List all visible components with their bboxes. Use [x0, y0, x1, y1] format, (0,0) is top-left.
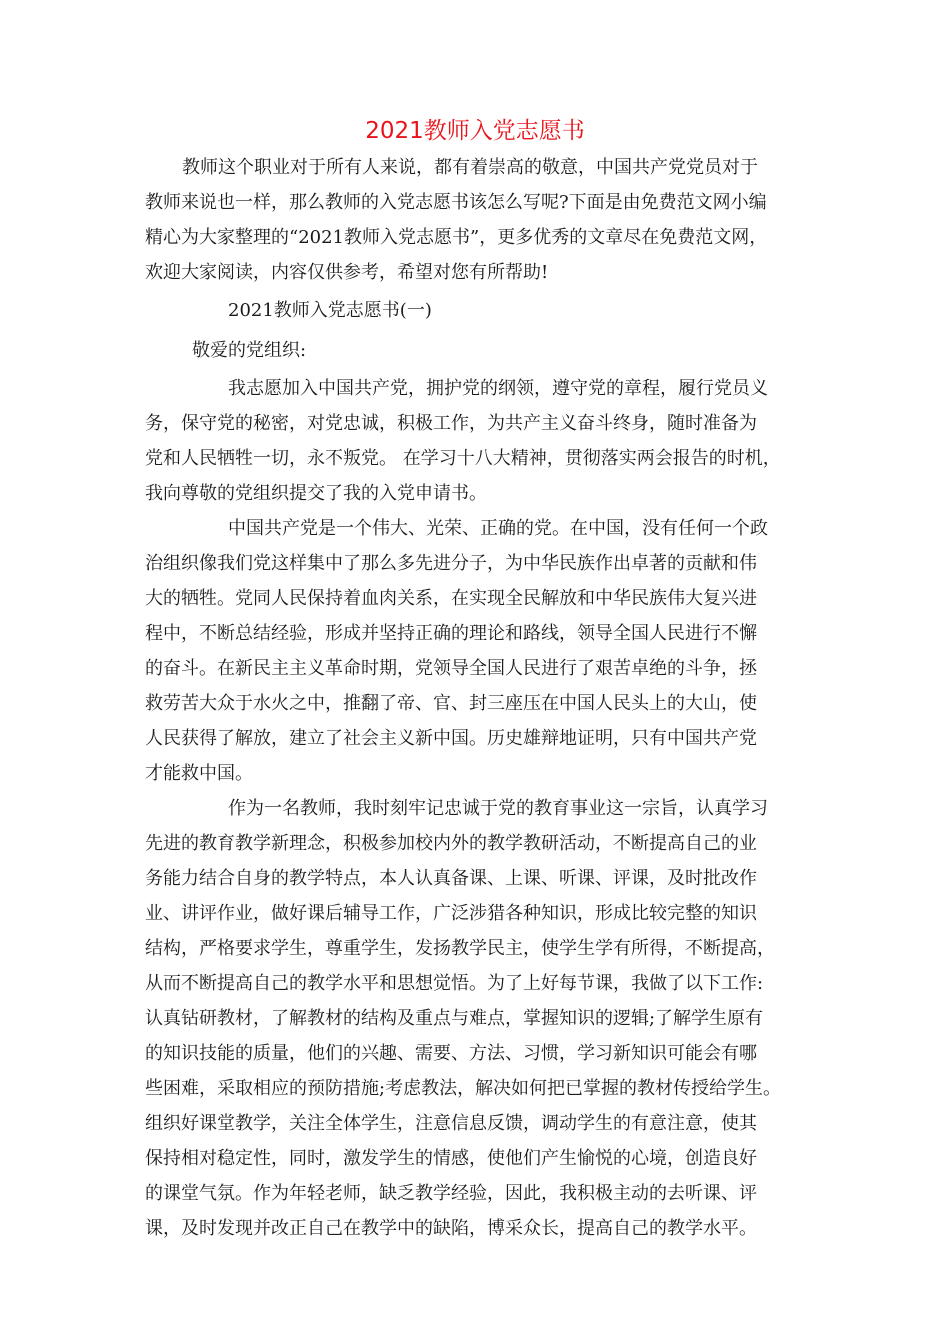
intro-line: 教师这个职业对于所有人来说，都有着崇高的敬意，中国共产党党员对于 — [182, 157, 758, 178]
paragraph-line: 些困难，采取相应的预防措施;考虑教法，解决如何把已掌握的教材传授给学生。 — [145, 1078, 782, 1099]
paragraph-line: 的知识技能的质量，他们的兴趣、需要、方法、习惯，学习新知识可能会有哪 — [145, 1043, 757, 1064]
intro-line: 教师来说也一样，那么教师的入党志愿书该怎么写呢?下面是由免费范文网小编 — [145, 192, 767, 213]
section-subtitle: 2021教师入党志愿书(一) — [228, 300, 432, 321]
document-title: 2021教师入党志愿书 — [365, 118, 585, 144]
salutation: 敬爱的党组织: — [192, 340, 307, 361]
paragraph-line: 组织好课堂教学，关注全体学生，注意信息反馈，调动学生的有意注意，使其 — [145, 1113, 757, 1134]
paragraph-line: 人民获得了解放，建立了社会主义新中国。历史雄辩地证明，只有中国共产党 — [145, 728, 757, 749]
paragraph-line: 先进的教育教学新理念，积极参加校内外的教学教研活动，不断提高自己的业 — [145, 833, 757, 854]
paragraph-line: 保持相对稳定性，同时，激发学生的情感，使他们产生愉悦的心境，创造良好 — [145, 1148, 757, 1169]
paragraph-line: 中国共产党是一个伟大、光荣、正确的党。在中国，没有任何一个政 — [228, 518, 768, 539]
paragraph-line: 的课堂气氛。作为年轻老师，缺乏教学经验，因此，我积极主动的去听课、评 — [145, 1183, 757, 1204]
paragraph-line: 党和人民牺牲一切，永不叛党。 在学习十八大精神，贯彻落实两会报告的时机， — [145, 448, 781, 469]
paragraph-line: 作为一名教师，我时刻牢记忠诚于党的教育事业这一宗旨，认真学习 — [228, 798, 768, 819]
paragraph-line: 我志愿加入中国共产党，拥护党的纲领，遵守党的章程，履行党员义 — [228, 378, 768, 399]
paragraph-line: 务，保守党的秘密，对党忠诚，积极工作，为共产主义奋斗终身，随时准备为 — [145, 413, 757, 434]
paragraph-line: 才能救中国。 — [145, 763, 253, 784]
intro-line: 欢迎大家阅读，内容仅供参考，希望对您有所帮助! — [145, 262, 549, 283]
paragraph-line: 业、讲评作业，做好课后辅导工作，广泛涉猎各种知识，形成比较完整的知识 — [145, 903, 757, 924]
paragraph-line: 认真钻研教材，了解教材的结构及重点与难点，掌握知识的逻辑;了解学生原有 — [145, 1008, 764, 1029]
paragraph-line: 大的牺牲。党同人民保持着血肉关系，在实现全民解放和中华民族伟大复兴进 — [145, 588, 757, 609]
paragraph-line: 的奋斗。在新民主主义革命时期，党领导全国人民进行了艰苦卓绝的斗争，拯 — [145, 658, 757, 679]
paragraph-line: 程中，不断总结经验，形成并坚持正确的理论和路线，领导全国人民进行不懈 — [145, 623, 757, 644]
paragraph-line: 从而不断提高自己的教学水平和思想觉悟。为了上好每节课，我做了以下工作: — [145, 973, 764, 994]
paragraph-line: 治组织像我们党这样集中了那么多先进分子，为中华民族作出卓著的贡献和伟 — [145, 553, 757, 574]
paragraph-line: 课，及时发现并改正自己在教学中的缺陷，博采众长，提高自己的教学水平。 — [145, 1218, 757, 1239]
intro-line: 精心为大家整理的“2021教师入党志愿书”，更多优秀的文章尽在免费范文网， — [145, 227, 768, 248]
paragraph-line: 救劳苦大众于水火之中，推翻了帝、官、封三座压在中国人民头上的大山，使 — [145, 693, 757, 714]
paragraph-line: 我向尊敬的党组织提交了我的入党申请书。 — [145, 483, 487, 504]
paragraph-line: 结构，严格要求学生，尊重学生，发扬教学民主，使学生学有所得，不断提高， — [145, 938, 775, 959]
paragraph-line: 务能力结合自身的教学特点，本人认真备课、上课、听课、评课，及时批改作 — [145, 868, 757, 889]
